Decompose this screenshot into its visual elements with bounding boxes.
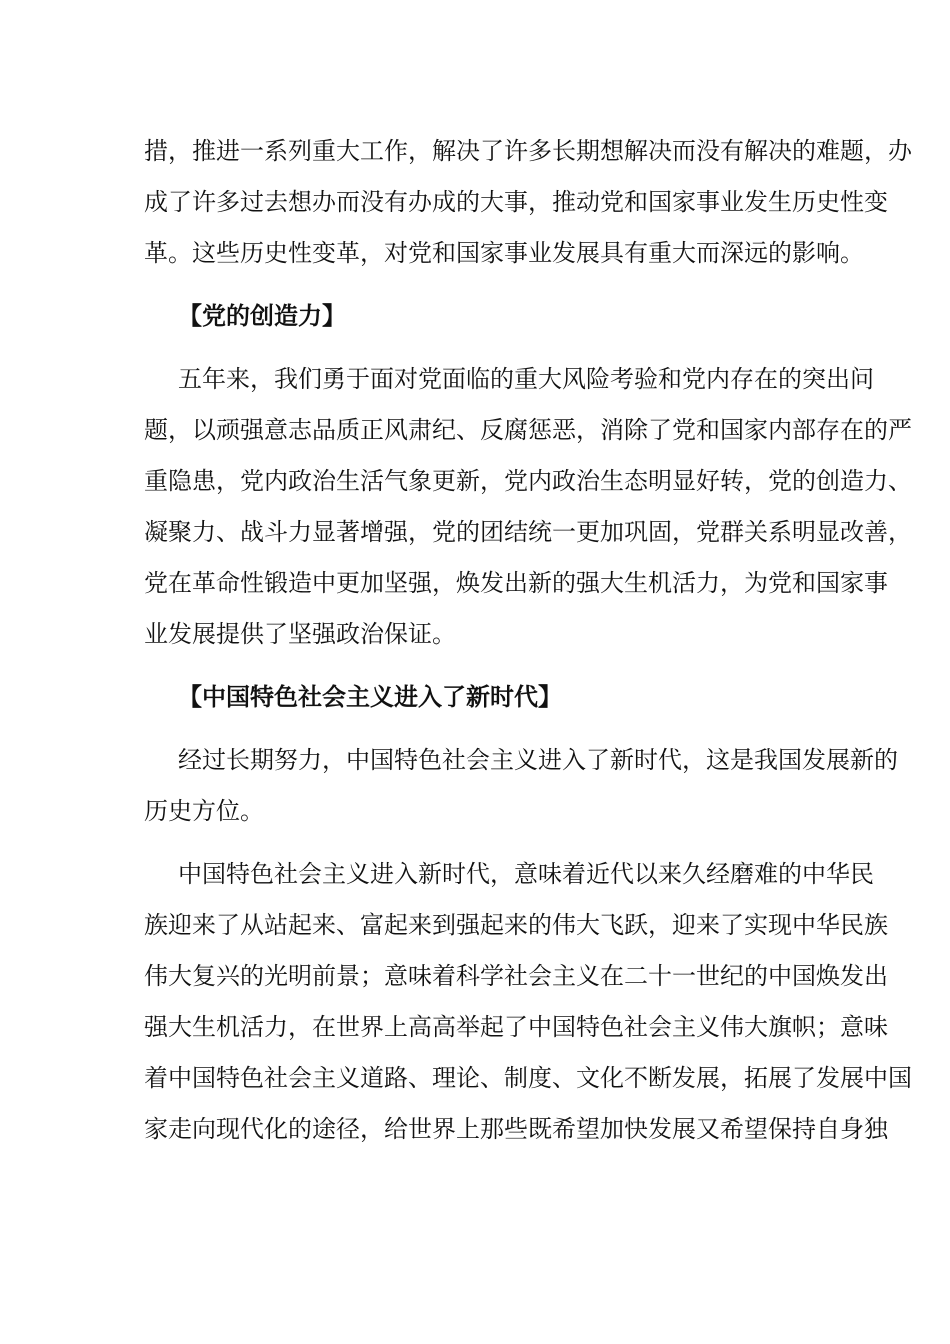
document-page — [144, 126, 912, 1167]
paragraph-line: 题，以顽强意志品质正风肃纪、反腐惩恶，消除了党和国家内部存在的严 — [144, 416, 912, 444]
paragraph-line: 成了许多过去想办而没有办成的大事，推动党和国家事业发生历史性变 — [144, 188, 888, 216]
paragraph-line: 强大生机活力，在世界上高高举起了中国特色社会主义伟大旗帜；意味 — [144, 1013, 888, 1041]
paragraph-line: 革。这些历史性变革，对党和国家事业发展具有重大而深远的影响。 — [144, 239, 864, 267]
paragraph-line: 伟大复兴的光明前景；意味着科学社会主义在二十一世纪的中国焕发出 — [144, 962, 888, 990]
paragraph-line: 党在革命性锻造中更加坚强，焕发出新的强大生机活力，为党和国家事 — [144, 569, 888, 597]
paragraph-line: 族迎来了从站起来、富起来到强起来的伟大飞跃，迎来了实现中华民族 — [144, 911, 888, 939]
section-heading-1: 【党的创造力】 — [178, 302, 346, 330]
paragraph-line: 着中国特色社会主义道路、理论、制度、文化不断发展，拓展了发展中国 — [144, 1064, 912, 1092]
paragraph-line: 经过长期努力，中国特色社会主义进入了新时代，这是我国发展新的 — [178, 746, 898, 774]
paragraph-3 — [144, 735, 898, 837]
paragraph-line: 五年来，我们勇于面对党面临的重大风险考验和党内存在的突出问 — [178, 365, 874, 393]
section-heading-2: 【中国特色社会主义进入了新时代】 — [178, 683, 562, 711]
paragraph-4 — [144, 849, 912, 1155]
paragraph-line: 凝聚力、战斗力显著增强，党的团结统一更加巩固，党群关系明显改善， — [144, 518, 912, 546]
paragraph-line: 措，推进一系列重大工作，解决了许多长期想解决而没有解决的难题，办 — [144, 137, 912, 165]
paragraph-2 — [144, 354, 912, 660]
paragraph-line: 重隐患，党内政治生活气象更新，党内政治生态明显好转，党的创造力、 — [144, 467, 912, 495]
paragraph-line: 中国特色社会主义进入新时代，意味着近代以来久经磨难的中华民 — [178, 860, 874, 888]
paragraph-line: 业发展提供了坚强政治保证。 — [144, 620, 456, 648]
paragraph-line: 历史方位。 — [144, 797, 264, 825]
paragraph-line: 家走向现代化的途径，给世界上那些既希望加快发展又希望保持自身独 — [144, 1115, 888, 1143]
paragraph-1 — [144, 126, 912, 279]
